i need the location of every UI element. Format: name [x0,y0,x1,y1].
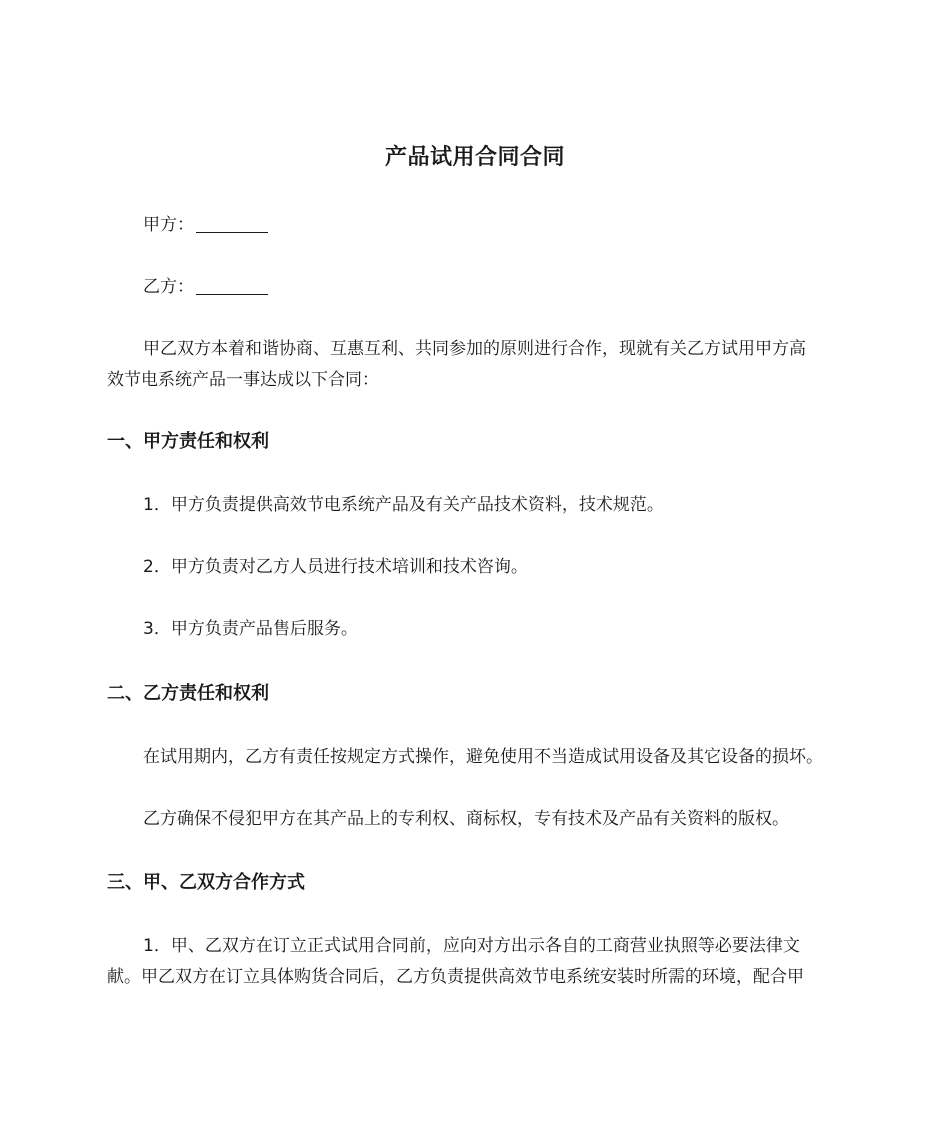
party-b-blank [196,280,268,295]
party-a-line [143,210,859,241]
intro-paragraph-line-1: 甲乙双方本着和谐协商、互惠互利、共同参加的原则进行合作，现就有关乙方试用甲方高 [143,339,806,359]
document-title: 产品试用合同合同 [384,145,565,170]
party-b-line [143,272,859,303]
party-b-label: 乙方： [143,277,194,297]
section-3-heading: 三、甲、乙双方合作方式 [107,872,305,893]
section-2-paragraph-1: 在试用期内，乙方有责任按规定方式操作，避免使用不当造成试用设备及其它设备的损坏。 [143,747,823,767]
party-a-blank [196,218,268,233]
section-3-item-1-line-2: 献。甲乙双方在订立具体购货合同后，乙方负责提供高效节电系统安装时所需的环境，配合甲 [107,967,804,987]
intro-paragraph-line-2: 效节电系统产品一事达成以下合同： [107,370,379,390]
section-1-item-3: 3．甲方负责产品售后服务。 [143,619,358,639]
section-2-heading: 二、乙方责任和权利 [107,683,269,704]
section-1-item-1: 1．甲方负责提供高效节电系统产品及有关产品技术资料，技术规范。 [143,495,664,515]
section-1-heading: 一、甲方责任和权利 [107,431,269,452]
party-a-label: 甲方： [143,215,194,235]
section-1-item-2: 2．甲方负责对乙方人员进行技术培训和技术咨询。 [143,557,528,577]
section-3-item-1-line-1: 1．甲、乙双方在订立正式试用合同前，应向对方出示各自的工商营业执照等必要法律文 [143,936,800,956]
section-2-paragraph-2: 乙方确保不侵犯甲方在其产品上的专利权、商标权，专有技术及产品有关资料的版权。 [143,809,789,829]
